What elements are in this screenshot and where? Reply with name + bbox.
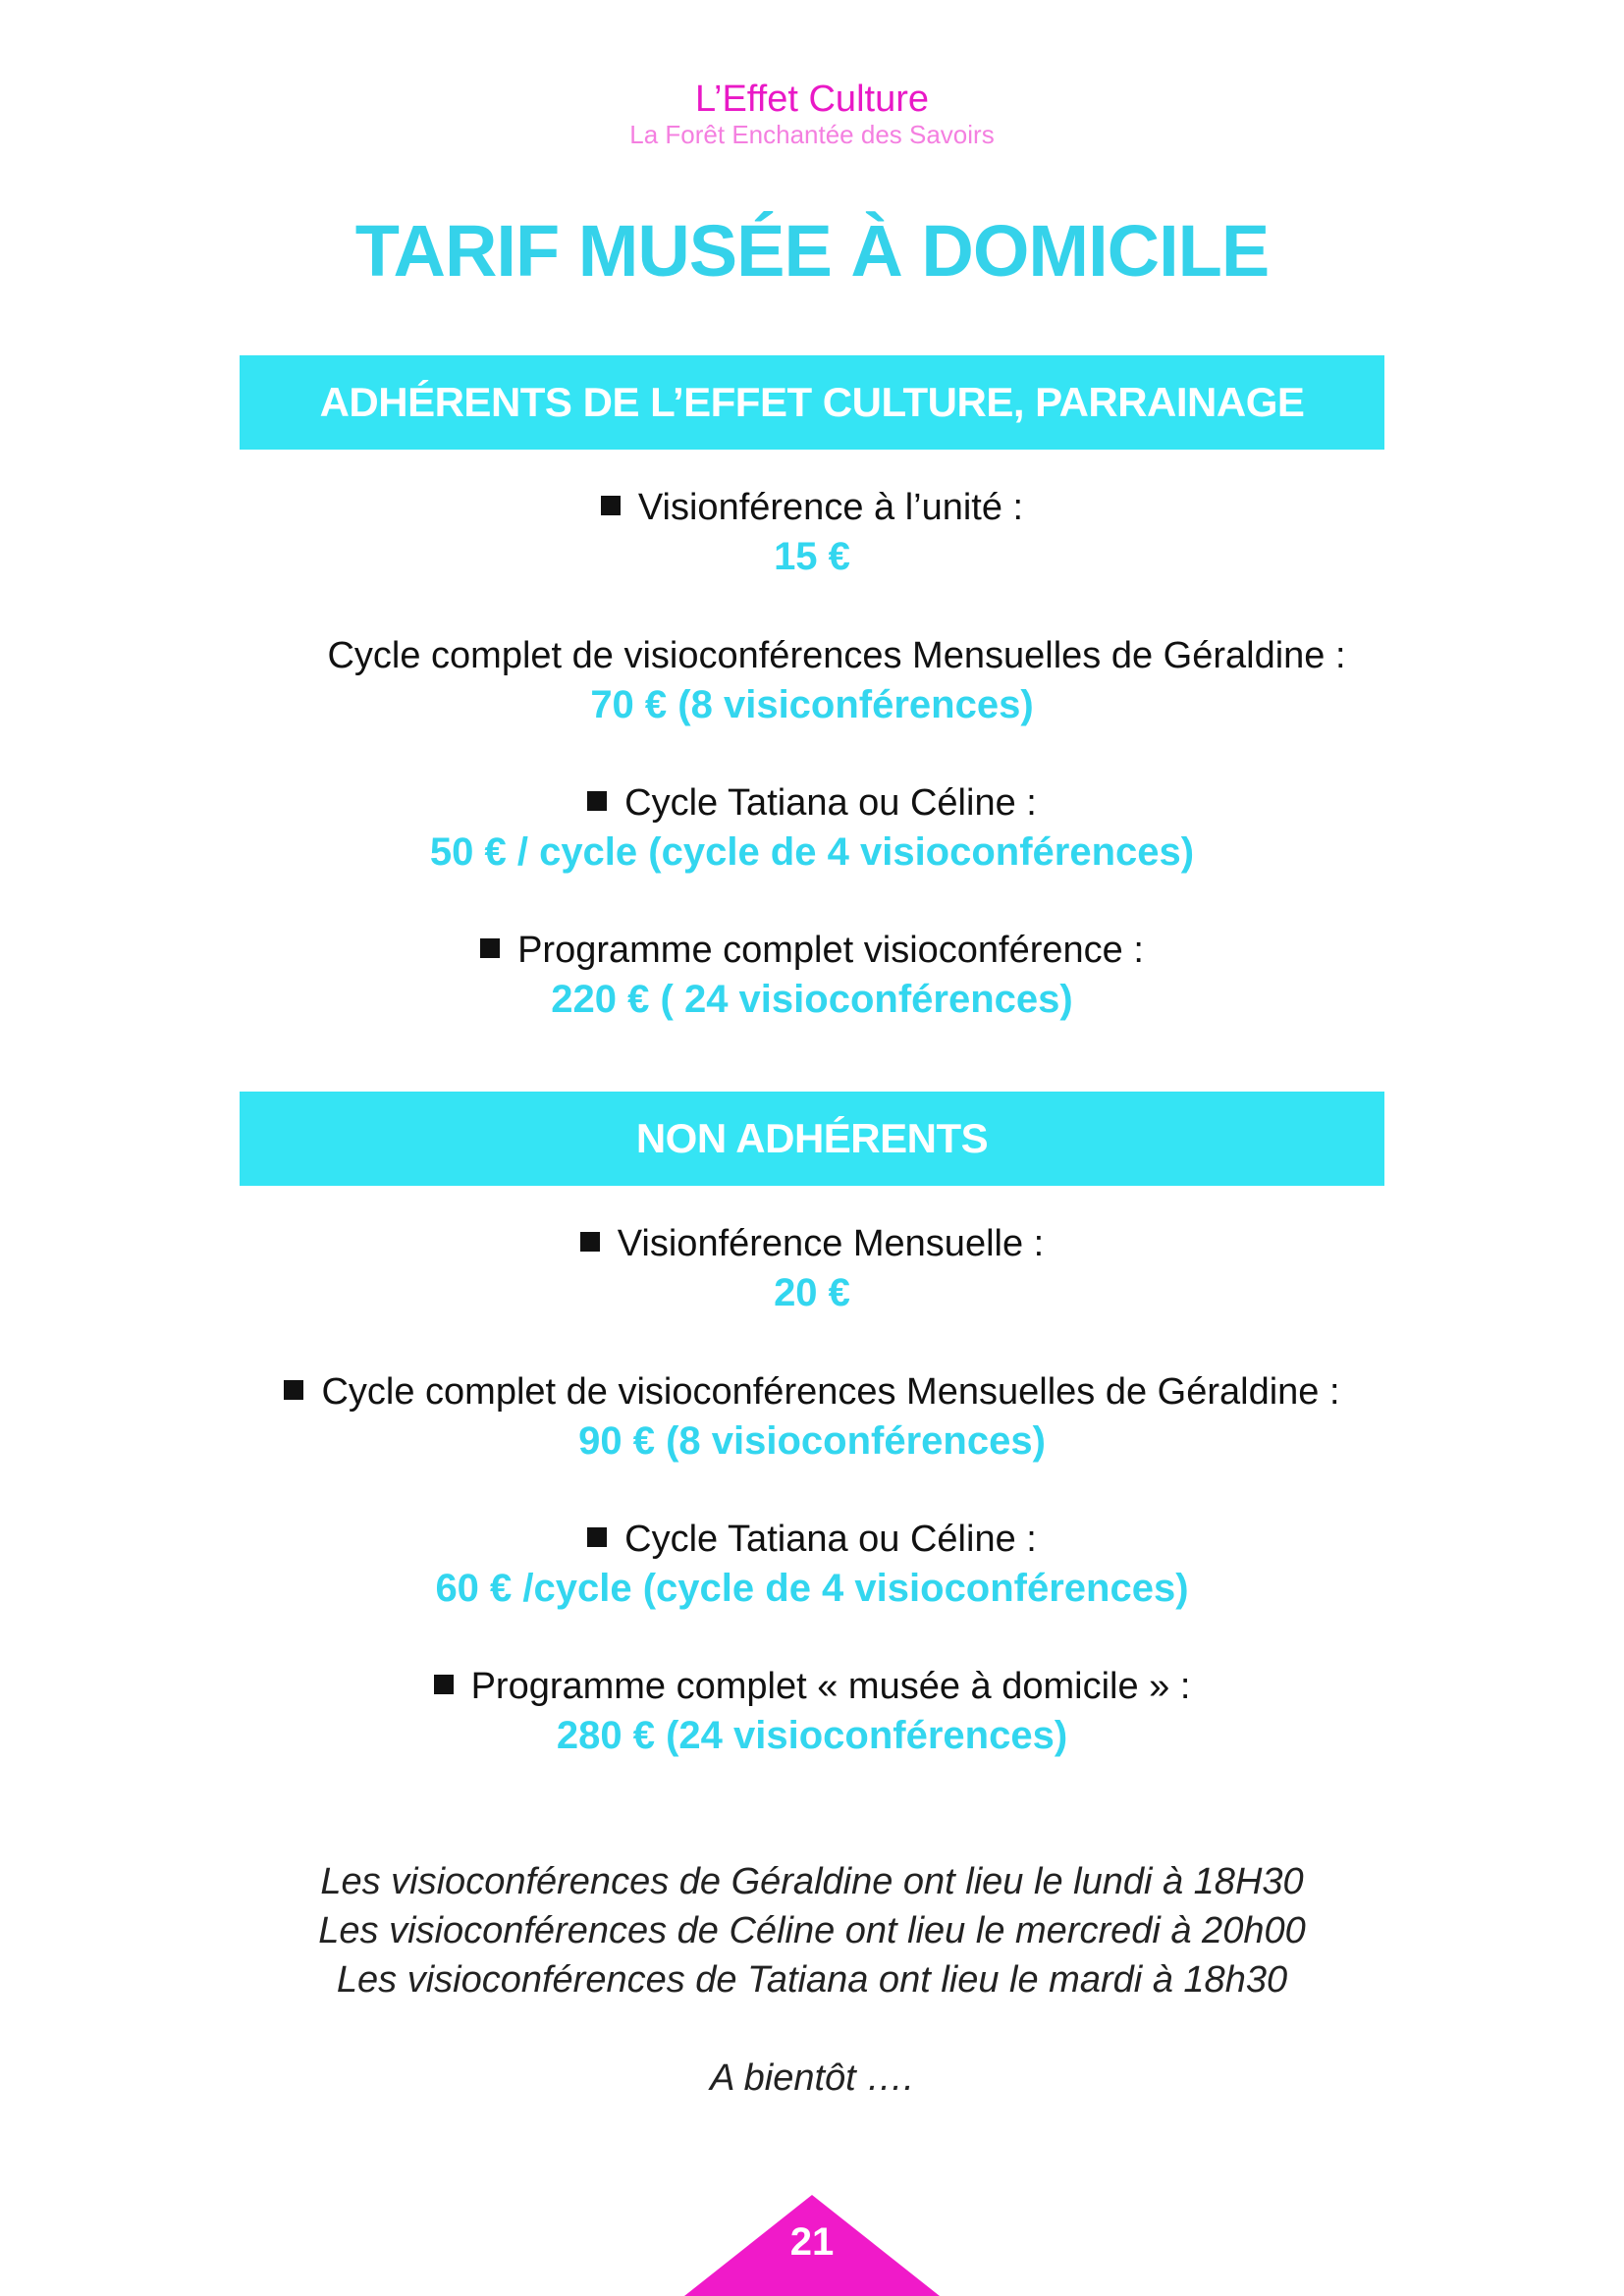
price-item-label bbox=[0, 1223, 1624, 1265]
square-bullet-icon bbox=[580, 1232, 600, 1252]
item-label-text: Cycle Tatiana ou Céline : bbox=[624, 782, 1037, 824]
item-label-text: Visionférence à l’unité : bbox=[637, 487, 1024, 528]
price-value: 15 € bbox=[774, 535, 850, 578]
price-item-label bbox=[0, 1666, 1624, 1708]
price-item-label bbox=[0, 487, 1624, 529]
schedule-note: Les visioconférences de Céline ont lieu le mercredi à 20h00 bbox=[318, 1910, 1306, 1951]
page-number: 21 bbox=[789, 2220, 835, 2264]
brand-title: L’Effet Culture bbox=[694, 79, 929, 120]
square-bullet-icon bbox=[587, 1527, 607, 1547]
item-label-text: Cycle Tatiana ou Céline : bbox=[624, 1519, 1037, 1560]
price-item-label bbox=[0, 930, 1624, 972]
item-label-text: Programme complet visioconférence : bbox=[517, 930, 1144, 971]
schedule-note: Les visioconférences de Géraldine ont lieu le lundi à 18H30 bbox=[320, 1861, 1304, 1902]
closing-note: A bientôt …. bbox=[710, 2057, 914, 2099]
square-bullet-icon bbox=[284, 1380, 303, 1400]
item-label-text: Programme complet « musée à domicile » : bbox=[470, 1666, 1191, 1707]
section-header-members: ADHÉRENTS DE L’EFFET CULTURE, PARRAINAGE bbox=[240, 355, 1384, 450]
item-label-text: Visionférence Mensuelle : bbox=[617, 1223, 1045, 1264]
price-item-label bbox=[0, 635, 1624, 677]
square-bullet-icon bbox=[480, 938, 500, 958]
price-value: 60 € /cycle (cycle de 4 visioconférences) bbox=[435, 1567, 1189, 1610]
schedule-note: Les visioconférences de Tatiana ont lieu le mardi à 18h30 bbox=[336, 1959, 1288, 2001]
square-bullet-icon bbox=[601, 496, 621, 515]
price-value: 70 € (8 visiconférences) bbox=[590, 683, 1034, 726]
brand-subtitle: La Forêt Enchantée des Savoirs bbox=[629, 120, 995, 149]
section-header-non-members: NON ADHÉRENTS bbox=[240, 1092, 1384, 1186]
price-value: 20 € bbox=[774, 1271, 850, 1314]
price-item-label bbox=[0, 1519, 1624, 1561]
item-label-text: Cycle complet de visioconférences Mensuelles de Géraldine : bbox=[327, 635, 1346, 676]
price-value: 280 € (24 visioconférences) bbox=[556, 1714, 1068, 1757]
price-value: 90 € (8 visioconférences) bbox=[578, 1419, 1046, 1463]
price-item-label bbox=[0, 782, 1624, 825]
price-value: 50 € / cycle (cycle de 4 visioconférences) bbox=[429, 830, 1195, 874]
price-item-label bbox=[0, 1371, 1624, 1414]
square-bullet-icon bbox=[434, 1675, 454, 1694]
page-title: TARIF MUSÉE À DOMICILE bbox=[354, 210, 1270, 292]
square-bullet-icon bbox=[587, 791, 607, 811]
price-value: 220 € ( 24 visioconférences) bbox=[551, 978, 1073, 1021]
item-label-text: Cycle complet de visioconférences Mensuelles de Géraldine : bbox=[321, 1371, 1340, 1413]
